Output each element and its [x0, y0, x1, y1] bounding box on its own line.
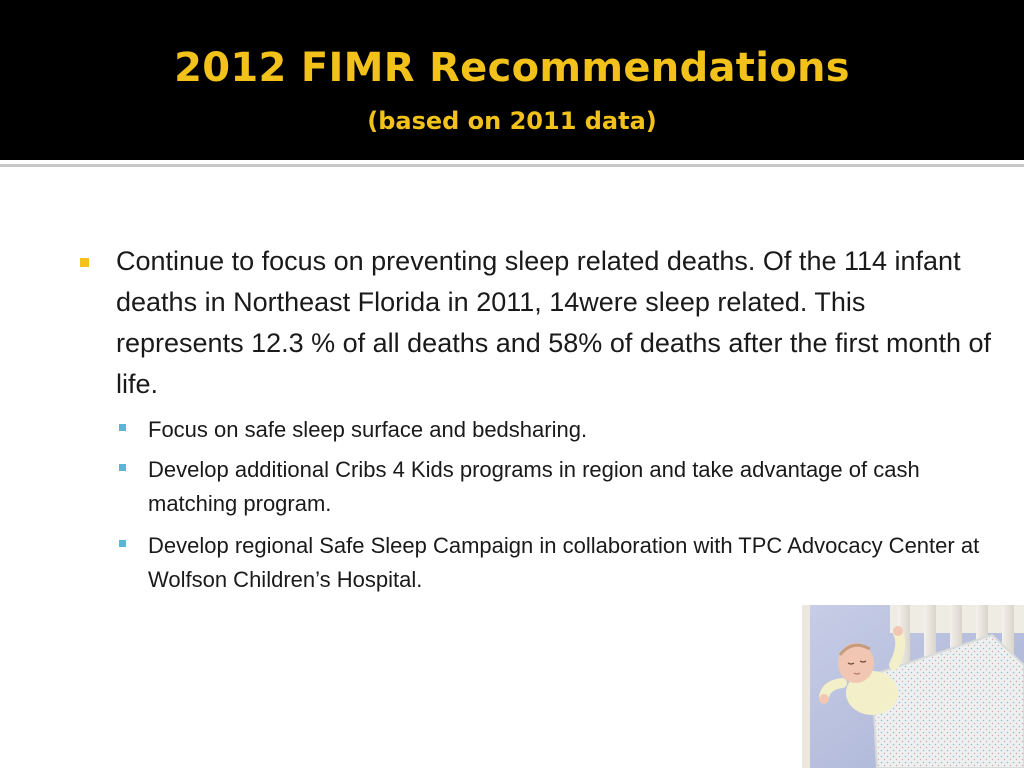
sub-bullet-marker	[119, 540, 126, 547]
slide-title: 2012 FIMR Recommendations	[174, 45, 850, 91]
sub-bullet-text-1: Focus on safe sleep surface and bedsharing.	[148, 417, 588, 442]
baby-in-crib-photo	[802, 605, 1024, 768]
slide-subtitle: (based on 2011 data)	[367, 107, 657, 135]
header-divider	[0, 164, 1024, 167]
sub-bullet-text-2: Develop additional Cribs 4 Kids programs in region and take advantage of cash matching program.	[148, 457, 920, 516]
sub-bullet-text-3: Develop regional Safe Sleep Campaign in collaboration with TPC Advocacy Center at Wolfson Children’s Hospital.	[148, 533, 980, 592]
main-bullet-marker	[80, 258, 89, 267]
sub-bullet-marker	[119, 424, 126, 431]
main-bullet-text: Continue to focus on preventing sleep related deaths. Of the 114 infant deaths in Northeast Florida in 2011, 14were sleep related. This represents 12.3 % of all deaths and 58% of deaths after the first month of life.	[116, 246, 992, 399]
sub-bullet-marker	[119, 464, 126, 471]
title-bar	[0, 0, 1024, 160]
